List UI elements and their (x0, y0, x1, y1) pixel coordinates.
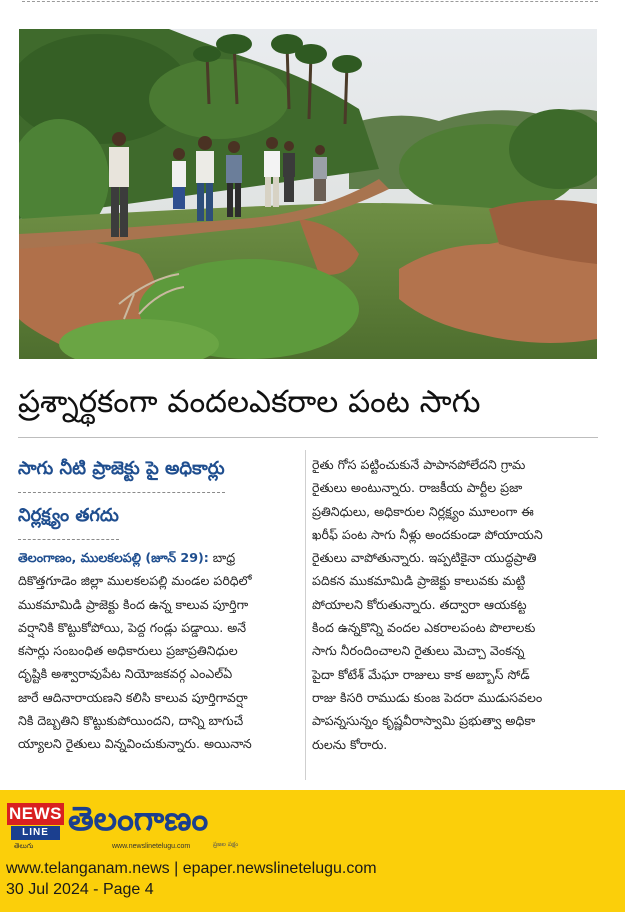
telanganam-logo[interactable]: తెలంగాణం (68, 799, 209, 838)
body-line: ఖరీఫ్ పంట సాగు నీళ్లు అందకుండా పోయాయని (312, 526, 543, 542)
body-line: వర్షానికి కొట్టుకోపోయి, పెద్ద గండ్లు పడ్డాయి. అనే (18, 619, 247, 635)
body-line: జారే ఆదినారాయణని కలిసి కాలువ పూర్తిగావర్షా (18, 689, 248, 705)
footer-urls[interactable]: www.telanganam.news | epaper.newslinetelugu.com (6, 860, 377, 877)
body-line: రైతులు అంటున్నారు. రాజకీయ పార్టీల ప్రజా (312, 480, 523, 496)
body-line: ముకమామిడి ప్రాజెక్టు కింద ఉన్న కాలువ పూర్తిగా (18, 596, 249, 612)
body-line: నికి దెబ్బతిని కొట్టుకుపోయిందని, దాన్ని బాగుచే (18, 713, 244, 729)
body-line: కసార్లు సంబంధిత అధికారులు ప్రజాప్రతినిధుల (18, 643, 238, 659)
top-dashed-rule (22, 1, 598, 2)
newsline-logo[interactable] (7, 803, 64, 841)
body-line: సాగు నీరందించాలని రైతులు మెచ్చా వెంకన్న (312, 643, 525, 659)
body-line: రైతు గోస పట్టించుకునే పాపానపోలేదని గ్రామ (312, 457, 526, 472)
headline-rule (18, 437, 598, 438)
body-line: దృష్టికి అశ్వారావుపేట నియోజకవర్గ ఎంఎల్ఏ (18, 666, 233, 682)
footer-banner (0, 790, 625, 912)
body-line: దికొత్తగూడెం జిల్లా ములకలపల్లి మండల పరిధిలో (18, 573, 252, 589)
body-line: య్యాలని రైతులు విన్నవించుకున్నారు. అయినాన (18, 736, 252, 752)
article-photo (19, 29, 597, 359)
dateline: తెలంగాణం, ములకలపల్లి (జూన్ 29): (18, 550, 209, 565)
logo-website: www.newslinetelugu.com (112, 843, 191, 850)
body-line: పైదా కోటేశ్ మేఘా రాజులు కాక అబ్బాస్ సోడ్ (312, 666, 530, 682)
article-headline: ప్రశ్నార్థకంగా వందలఎకరాల పంట సాగు (18, 384, 481, 420)
logo-tagline: ప్రజల పక్షం (213, 841, 239, 848)
body-line: రులను కోరారు. (312, 736, 388, 752)
logo-news-text: NEWS (9, 804, 62, 823)
right-column (312, 453, 602, 756)
logo-line-text: LINE (11, 826, 60, 840)
body-line: కింద ఉన్నకొన్ని వందల ఎకరాలపంట పొలాలకు (312, 620, 536, 636)
logo-sub-text: తెలుగు (14, 843, 34, 850)
subheading-line-1: సాగు నీటి ప్రాజెక్టు పై అధికార్లు (18, 446, 225, 493)
subheading (18, 446, 300, 540)
footer-date-page: 30 Jul 2024 - Page 4 (6, 881, 154, 898)
body-line: పోయాలని కోరుతున్నారు. తద్వారా ఆయకట్ట (312, 596, 527, 612)
subheading-line-2: నిర్లక్ష్యం తగదు (18, 493, 119, 540)
body-line: రాజు కిసరి రాముడు కుంజ పెదరా ముడుసవలం (312, 689, 543, 705)
body-line: రైతులు వాపోతున్నారు. ఇప్పటికైనా యుద్ధప్రాతి (312, 550, 537, 566)
body-line: పాపన్నసున్నం కృష్ణవీరాస్వామి ప్రభుత్వా అధికా (312, 713, 536, 729)
body-line: పదికన ముకమామిడి ప్రాజెక్టు కాలువకు మట్టి (312, 573, 526, 589)
column-divider (305, 450, 306, 780)
left-column (18, 546, 302, 756)
body-line: ప్రతినిధులు, అధికారుల నిర్లక్ష్యం మూలంగా ఈ (312, 503, 534, 519)
body-line: బాధ్ర (212, 550, 236, 565)
